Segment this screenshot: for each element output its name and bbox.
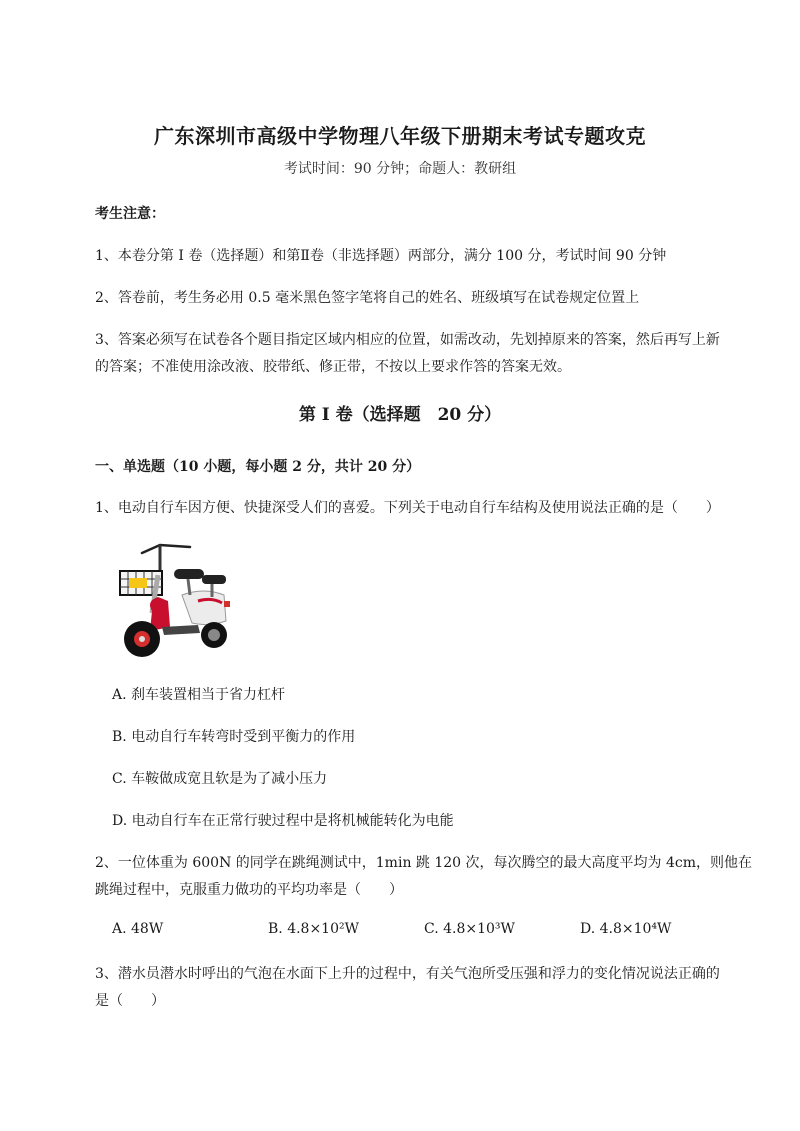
question-3-stem-cont: 是（ ） xyxy=(95,993,165,1009)
exam-title: 广东深圳市高级中学物理八年级下册期末考试专题攻克 xyxy=(154,124,646,148)
electric-bike-image xyxy=(112,535,238,661)
notice-item-3-cont: 的答案；不准使用涂改液、胶带纸、修正带，不按以上要求作答的答案无效。 xyxy=(95,359,571,375)
question-1-option-d: D. 电动自行车在正常行驶过程中是将机械能转化为电能 xyxy=(112,813,454,829)
question-1-stem: 1、电动自行车因方便、快捷深受人们的喜爱。下列关于电动自行车结构及使用说法正确的是（ ） xyxy=(95,500,720,516)
notice-item-2: 2、答卷前，考生务必用 0.5 毫米黑色签字笔将自己的姓名、班级填写在试卷规定位置上 xyxy=(95,290,640,306)
question-2-stem-cont: 跳绳过程中，克服重力做功的平均功率是（ ） xyxy=(95,882,403,898)
question-2-option-a: A. 48W xyxy=(112,921,164,937)
question-1-option-c: C. 车鞍做成宽且软是为了减小压力 xyxy=(112,771,328,787)
question-3-stem: 3、潜水员潜水时呼出的气泡在水面下上升的过程中，有关气泡所受压强和浮力的变化情况说法正确的 xyxy=(95,966,720,982)
question-1-option-b: B. 电动自行车转弯时受到平衡力的作用 xyxy=(112,729,356,745)
question-2-option-c: C. 4.8×10³W xyxy=(424,921,515,937)
notice-item-1: 1、本卷分第 I 卷（选择题）和第Ⅱ卷（非选择题）两部分，满分 100 分，考试时间 90 分钟 xyxy=(95,248,667,264)
notice-item-3: 3、答案必须写在试卷各个题目指定区域内相应的位置，如需改动，先划掉原来的答案，然后再写上新 xyxy=(95,332,720,348)
question-2-stem: 2、一位体重为 600N 的同学在跳绳测试中，1min 跳 120 次，每次腾空的最大高度平均为 4cm，则他在 xyxy=(95,855,752,871)
question-1-option-a: A. 刹车装置相当于省力杠杆 xyxy=(112,687,286,703)
section-title: 第 I 卷（选择题 20 分） xyxy=(298,405,502,425)
question-2-option-b: B. 4.8×10²W xyxy=(268,921,359,937)
question-2-option-d: D. 4.8×10⁴W xyxy=(580,921,672,937)
notice-heading: 考生注意： xyxy=(95,206,165,222)
part-heading: 一、单选题（10 小题，每小题 2 分，共计 20 分） xyxy=(95,459,421,475)
exam-subtitle: 考试时间：90 分钟；命题人：教研组 xyxy=(283,161,517,177)
